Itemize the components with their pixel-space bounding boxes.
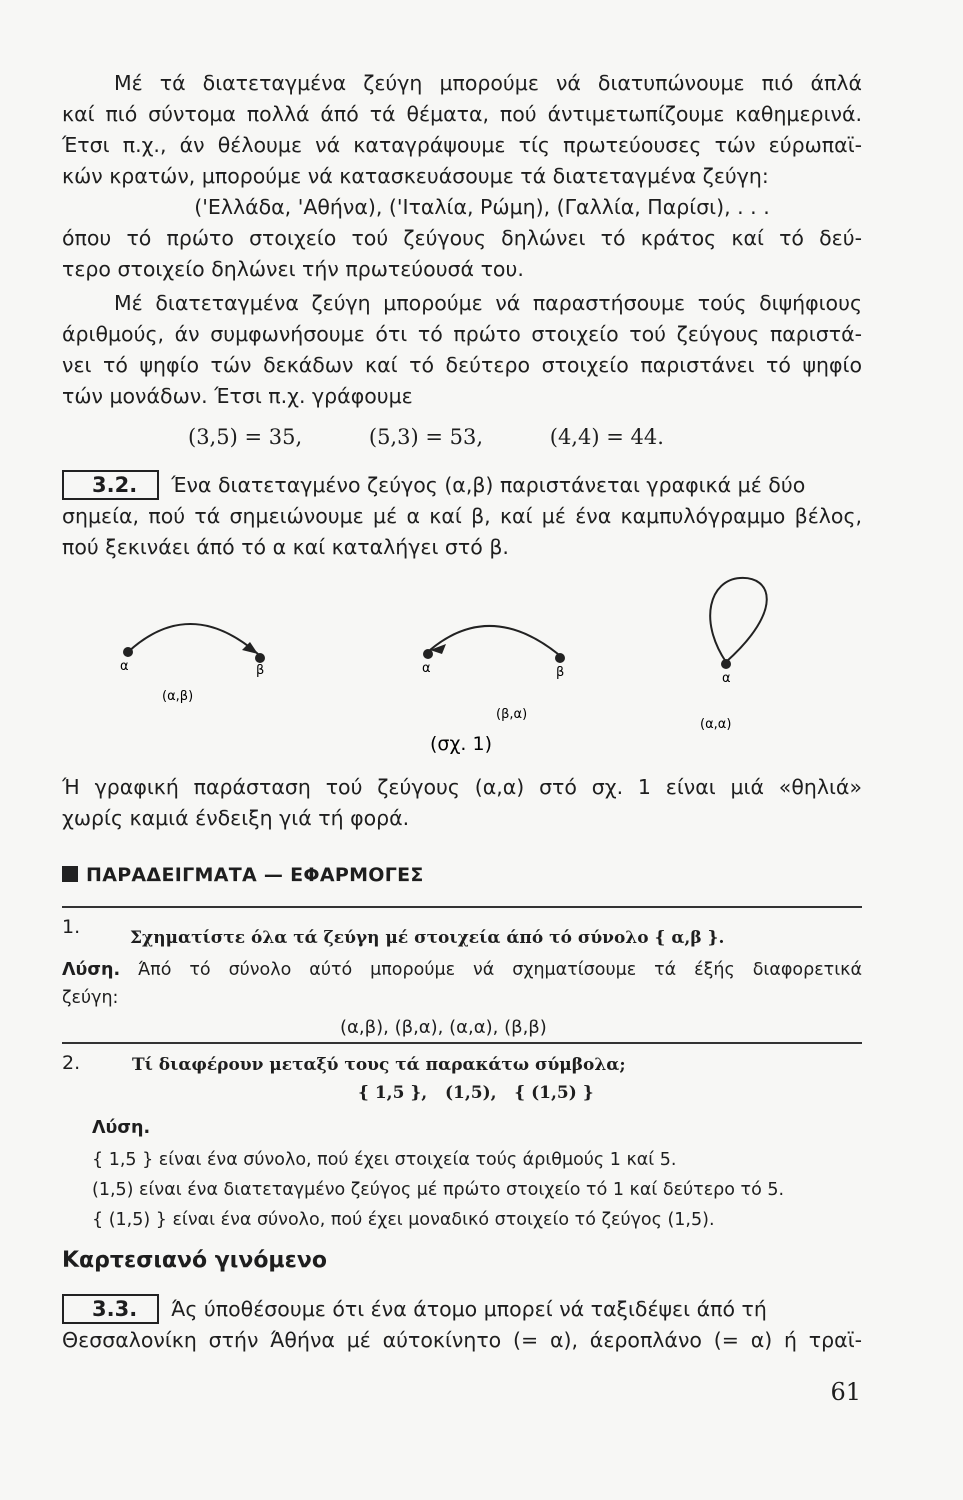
text-line: Ένα διατεταγμένο ζεύγος (α,β) παριστάνεται γραφικά μέ δύο xyxy=(171,473,806,497)
example-pairs-line: ('Ελλάδα, 'Αθήνα), ('Ιταλία, Ρώμη), (Γαλλία, Παρίσι), . . . xyxy=(194,195,770,219)
examples-heading-text: ΠΑΡΑΔΕΙΓΜΑΤΑ — ΕΦΑΡΜΟΓΕΣ xyxy=(86,864,424,886)
figure-caption: (σχ. 1) xyxy=(430,733,493,755)
text-line: { 1,5 } είναι ένα σύνολο, πού έχει στοιχεία τούς άριθμούς 1 καί 5. xyxy=(92,1150,677,1170)
two-digit-paragraph xyxy=(62,288,862,412)
example-2-question: Τί διαφέρουν μεταξύ τους τά παρακάτω σύμβολα; xyxy=(132,1055,626,1075)
section-3-3 xyxy=(62,1294,862,1356)
text-line: τερο στοιχείο δηλώνει τήν πρωτεύουσά του. xyxy=(62,257,524,281)
section-number-box: 3.3. xyxy=(62,1294,159,1324)
label-alpha: α xyxy=(120,659,129,674)
examples-heading xyxy=(62,864,424,886)
square-bullet-icon xyxy=(62,866,78,882)
text-line: Ή γραφική παράσταση τού ζεύγους (α,α) στό σχ. 1 είναι μιά «θηλιά» xyxy=(62,775,862,799)
section-3-2 xyxy=(62,470,862,563)
point-alpha xyxy=(721,659,731,669)
text-line: Μέ τά διατεταγμένα ζεύγη μπορούμε νά διατυπώνουμε πιό άπλά xyxy=(114,71,862,95)
point-beta xyxy=(255,653,265,663)
text-line: Θεσσαλονίκη στήν Άθήνα μέ αύτοκίνητο (= α), άεροπλάνο (= α) ή τραϊ- xyxy=(62,1328,862,1352)
example-1-number: 1. xyxy=(62,916,81,938)
text-line: { (1,5) } είναι ένα σύνολο, πού έχει μοναδικό στοιχείο τό ζεύγος (1,5). xyxy=(92,1210,715,1230)
arrow-curve xyxy=(430,626,558,654)
text-line: τών μονάδων. Έτσι π.χ. γράφουμε xyxy=(62,384,413,408)
loop-curve xyxy=(710,578,767,662)
text-line: κών κρατών, μπορούμε νά κατασκευάσουμε τά διατεταγμένα ζεύγη: xyxy=(62,164,769,188)
example-1-question: Σχηματίστε όλα τά ζεύγη μέ στοιχεία άπό τό σύνολο { α,β }. xyxy=(130,928,725,948)
example-2-solution xyxy=(92,1114,852,1234)
text-line: νει τό ψηφίο τών δεκάδων καί τό δεύτερο στοιχείο παριστάνει τό ψηφίο xyxy=(62,353,862,377)
formula-line: (3,5) = 35, (5,3) = 53, (4,4) = 44. xyxy=(188,425,664,449)
figure-pairs-graph xyxy=(100,570,800,770)
example-1-pairs: (α,β), (β,α), (α,α), (β,β) xyxy=(340,1017,547,1038)
text-line: σημεία, πού τά σημειώνουμε μέ α καί β, καί μέ ένα καμπυλόγραμμο βέλος, xyxy=(62,504,862,528)
label-alpha: α xyxy=(422,661,431,676)
text-line: Άς ύποθέσουμε ότι ένα άτομο μπορεί νά ταξιδέψει άπό τή xyxy=(171,1297,767,1321)
loop-paragraph xyxy=(62,772,862,834)
graph-alpha-beta xyxy=(120,624,265,704)
graph-beta-alpha xyxy=(422,626,565,722)
caption-beta-alpha: (β,α) xyxy=(496,707,528,722)
text-line: Άπό τό σύνολο αύτό μπορούμε νά σχηματίσουμε τά έξής διαφορετικά xyxy=(138,960,862,980)
text-line: χωρίς καμιά ένδειξη γιά τή φορά. xyxy=(62,806,410,830)
cartesian-product-heading: Καρτεσιανό γινόμενο xyxy=(62,1248,327,1273)
label-beta: β xyxy=(556,665,565,680)
example-2-number: 2. xyxy=(62,1052,81,1074)
page-number: 61 xyxy=(830,1378,861,1406)
label-alpha: α xyxy=(722,671,731,686)
text-line: Έτσι π.χ., άν θέλουμε νά καταγράψουμε τίς πρωτεύουσες τών εύρωπαϊ- xyxy=(62,133,862,157)
text-line: άριθμούς, άν συμφωνήσουμε ότι τό πρώτο στοιχείο τού ζεύγους παριστά- xyxy=(62,322,862,346)
section-number-box: 3.2. xyxy=(62,470,159,500)
text-line: ζεύγη: xyxy=(62,988,119,1008)
text-line: Μέ διατεταγμένα ζεύγη μπορούμε νά παραστήσουμε τούς διψήφιους xyxy=(114,291,862,315)
divider xyxy=(62,906,862,908)
point-alpha xyxy=(123,647,133,657)
arrow-curve xyxy=(128,624,258,654)
example-2-symbols: { 1,5 }, (1,5), { (1,5) } xyxy=(358,1083,594,1103)
solution-label: Λύση. xyxy=(62,960,121,980)
text-line: (1,5) είναι ένα διατεταγμένο ζεύγος μέ πρώτο στοιχείο τό 1 καί δεύτερο τό 5. xyxy=(92,1180,785,1200)
caption-alpha-beta: (α,β) xyxy=(162,689,194,704)
solution-label: Λύση. xyxy=(92,1118,151,1138)
text-line: καί πιό σύντομα πολλά άπό τά θέματα, πού άντιμετωπίζουμε καθημερινά. xyxy=(62,102,862,126)
text-line: πού ξεκινάει άπό τό α καί καταλήγει στό β. xyxy=(62,535,509,559)
example-1-solution xyxy=(62,956,862,1012)
point-alpha xyxy=(423,649,433,659)
graph-alpha-alpha-loop xyxy=(700,578,767,732)
intro-paragraph xyxy=(62,68,862,285)
caption-alpha-alpha: (α,α) xyxy=(700,717,732,732)
text-line: όπου τό πρώτο στοιχείο τού ζεύγους δηλώνει τό κράτος καί τό δεύ- xyxy=(62,226,862,250)
divider xyxy=(62,1042,862,1044)
point-beta xyxy=(555,653,565,663)
label-beta: β xyxy=(256,663,265,678)
